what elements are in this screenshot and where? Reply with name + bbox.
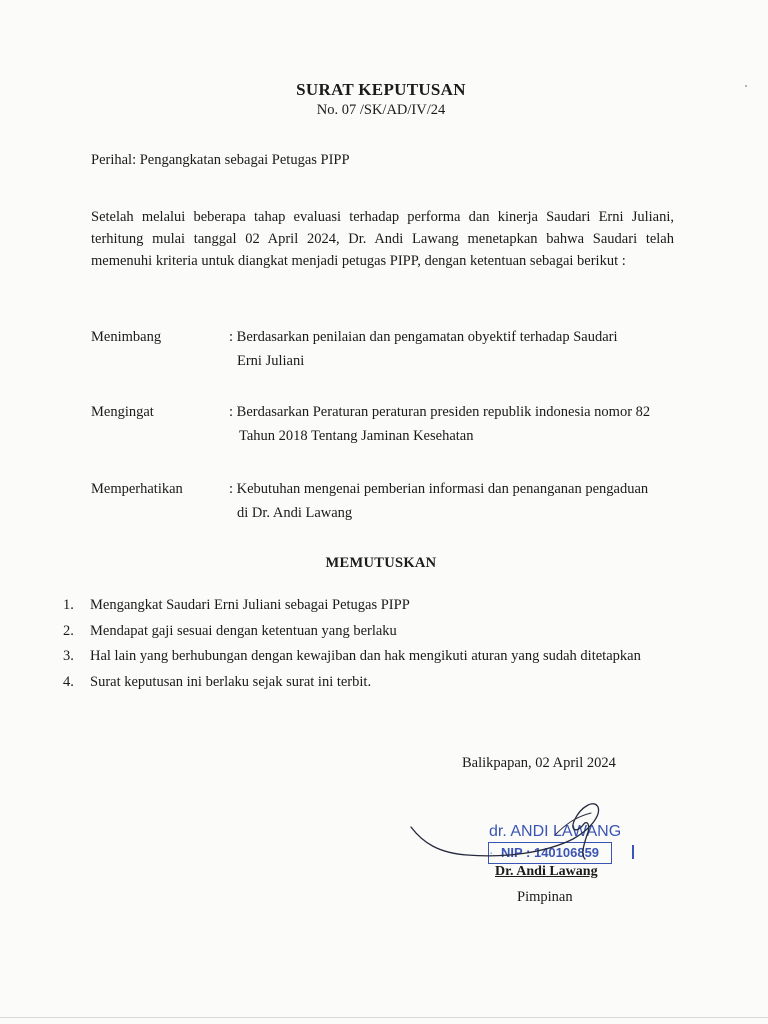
clause-text: : Berdasarkan Peraturan peraturan presiden republik indonesia nomor 82	[229, 404, 651, 420]
list-number: 2.	[63, 622, 74, 639]
clause-label: Mengingat	[91, 404, 154, 420]
list-text: Hal lain yang berhubungan dengan kewajiban dan hak mengikuti aturan yang sudah ditetapkan	[90, 648, 641, 664]
document-number: No. 07 /SK/AD/IV/24	[316, 102, 446, 118]
clause-text-continued: Erni Juliani	[237, 353, 305, 369]
signer-name: Dr. Andi Lawang	[495, 864, 598, 879]
clause-text: : Berdasarkan penilaian dan pengamatan obyektif terhadap Saudari	[229, 329, 618, 345]
list-item	[63, 620, 641, 646]
clause-text-continued: Tahun 2018 Tentang Jaminan Kesehatan	[239, 428, 474, 444]
paper-speck	[745, 85, 747, 87]
list-text: Mengangkat Saudari Erni Juliani sebagai Petugas PIPP	[90, 597, 410, 613]
clause-label: Memperhatikan	[91, 481, 183, 497]
decision-heading: MEMUTUSKAN	[325, 555, 437, 571]
stamp-name: dr. ANDI LAWANG	[489, 823, 622, 840]
list-item	[63, 671, 641, 697]
list-text: Mendapat gaji sesuai dengan ketentuan yang berlaku	[90, 622, 397, 639]
list-number: 4.	[63, 673, 74, 690]
stamp-nip: NIP : 140106859	[488, 842, 612, 864]
list-number: 1.	[63, 597, 74, 613]
intro-paragraph: Setelah melalui beberapa tahap evaluasi terhadap performa dan kinerja Saudari Erni Juliani, terhitung mulai tanggal 02 April 2024, Dr. Andi Lawang menetapkan bahwa Saudari telah memenuhi kriteria untuk diangkat menjadi petugas PIPP, dengan ketentuan sebagai berikut :	[91, 209, 674, 269]
subject-line: Perihal: Pengangkatan sebagai Petugas PIPP	[91, 152, 350, 168]
list-number: 3.	[63, 648, 74, 664]
clause-text: : Kebutuhan mengenai pemberian informasi dan penanganan pengaduan	[229, 481, 649, 497]
clause-text-continued: di Dr. Andi Lawang	[237, 505, 353, 521]
list-text: Surat keputusan ini berlaku sejak surat ini terbit.	[90, 673, 372, 690]
stamp-edge-mark	[632, 845, 634, 859]
document-title: SURAT KEPUTUSAN	[296, 80, 466, 99]
list-item	[63, 594, 641, 620]
stamp-suffix: .	[489, 841, 494, 858]
list-item	[63, 645, 641, 671]
decision-list	[63, 594, 641, 696]
page-edge-line	[0, 1017, 768, 1018]
clause-label: Menimbang	[91, 329, 162, 345]
place-date: Balikpapan, 02 April 2024	[462, 755, 616, 771]
signer-role: Pimpinan	[517, 889, 573, 905]
